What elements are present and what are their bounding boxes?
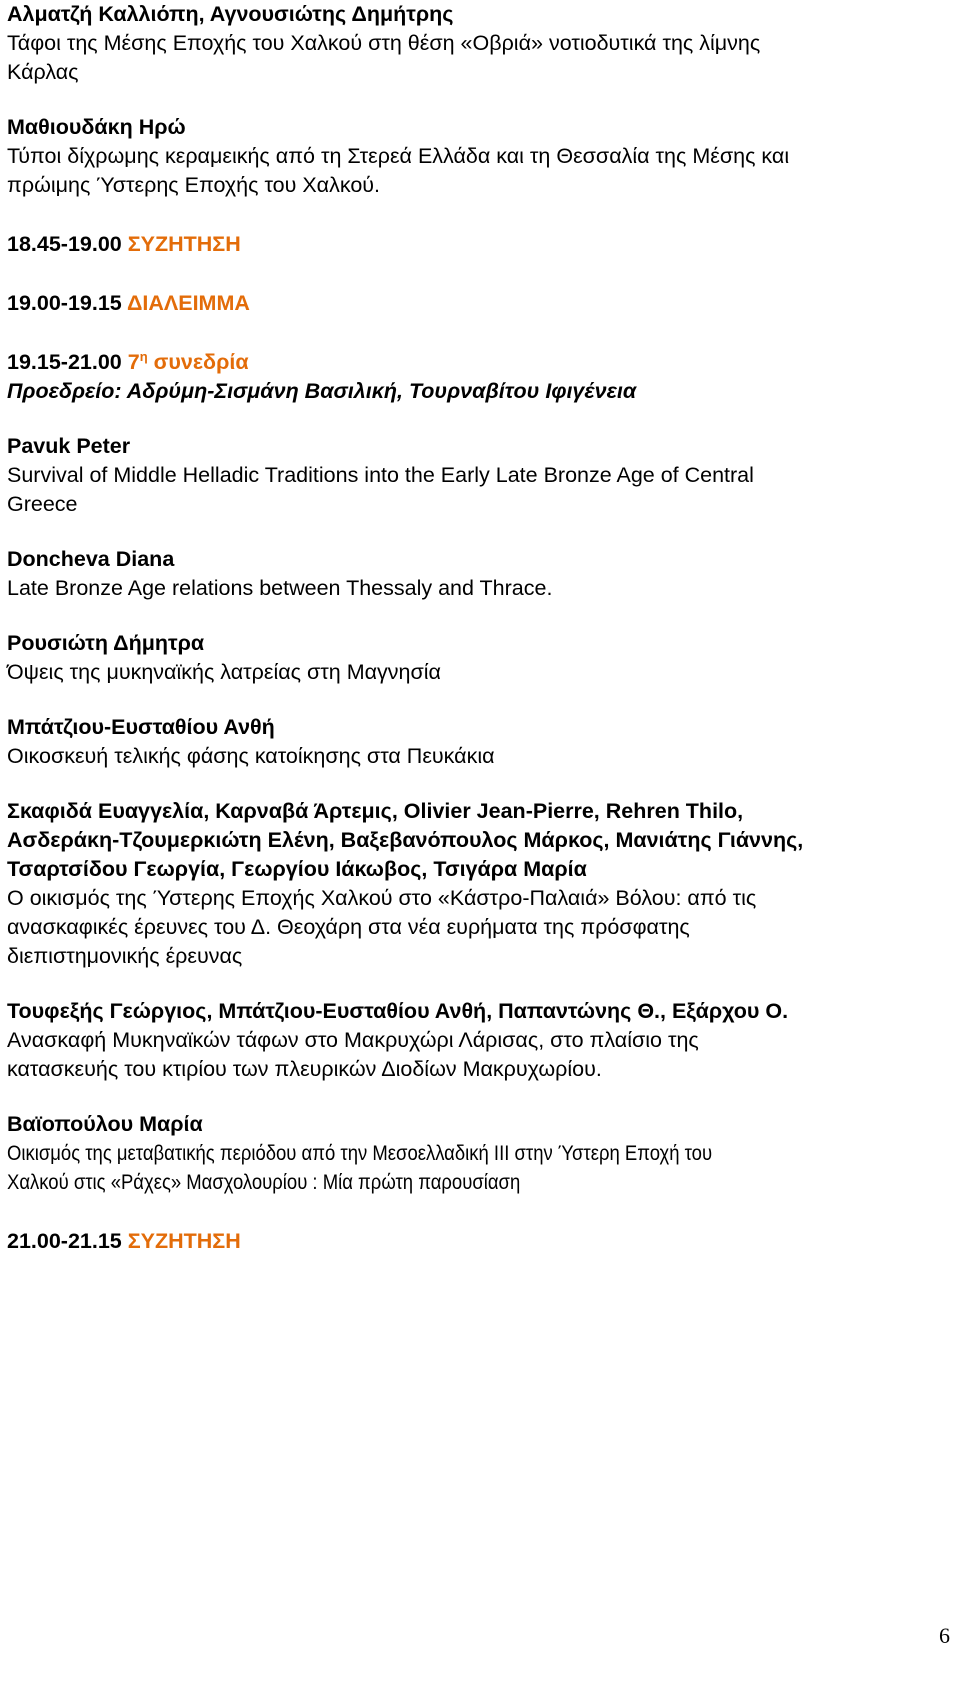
paper-entry: [7, 713, 947, 771]
schedule-time: 21.00-21.15: [7, 1229, 122, 1253]
paper-title-line: κατασκευής του κτιρίου των πλευρικών Διοδίων Μακρυχωρίου.: [7, 1057, 602, 1081]
schedule-time: 19.15-21.00: [7, 350, 122, 374]
paper-title-line: διεπιστημονικής έρευνας: [7, 944, 243, 968]
paper-authors: Μαθιουδάκη Ηρώ: [7, 115, 186, 139]
schedule-discussion: [7, 1227, 947, 1256]
session-ordinal: η: [139, 348, 148, 364]
paper-title-line: Greece: [7, 492, 78, 516]
schedule-label: συνεδρία: [153, 350, 249, 374]
paper-title-line: Χαλκού στις «Ράχες» Μασχολουρίου : Μία πρώτη παρουσίαση: [7, 1170, 521, 1194]
page-number: 6: [939, 1623, 950, 1648]
paper-authors: Τουφεξής Γεώργιος, Μπάτζιου-Ευσταθίου Ανθή, Παπαντώνης Θ., Εξάρχου Ο.: [7, 999, 789, 1023]
paper-title-line: Όψεις της μυκηναϊκής λατρείας στη Μαγνησία: [7, 660, 441, 684]
paper-title-line: πρώιμης Ύστερης Εποχής του Χαλκού.: [7, 173, 381, 197]
session-number: 7: [127, 350, 140, 374]
schedule-session: [7, 348, 947, 377]
paper-title-line: Τάφοι της Μέσης Εποχής του Χαλκού στη θέση «Οβριά» νοτιοδυτικά της λίμνης: [7, 31, 761, 55]
paper-title-line: Late Bronze Age relations between Thessaly and Thrace.: [7, 576, 553, 600]
paper-entry: [7, 113, 947, 200]
schedule-label: ΣΥΖΗΤΗΣΗ: [127, 232, 241, 256]
paper-entry: [7, 0, 947, 87]
paper-title-line: Οικοσκευή τελικής φάσης κατοίκησης στα Πευκάκια: [7, 744, 495, 768]
paper-authors: Ασδεράκη-Τζουμερκιώτη Ελένη, Βαξεβανόπουλος Μάρκος, Μανιάτης Γιάννης,: [7, 828, 804, 852]
paper-authors: Doncheva Diana: [7, 547, 175, 571]
paper-authors: Αλματζή Καλλιόπη, Αγνουσιώτης Δημήτρης: [7, 2, 454, 26]
paper-entry: [7, 629, 947, 687]
paper-title-line: Οικισμός της μεταβατικής περιόδου από την Μεσοελλαδική ΙΙΙ στην Ύστερη Εποχή του: [7, 1141, 713, 1165]
schedule-time: 19.00-19.15: [7, 291, 122, 315]
schedule-discussion: [7, 230, 947, 259]
schedule-time: 18.45-19.00: [7, 232, 122, 256]
document-page: [7, 0, 947, 1256]
paper-authors: Βαϊοπούλου Μαρία: [7, 1112, 203, 1136]
session-chairs: Προεδρείο: Αδρύμη-Σισμάνη Βασιλική, Τουρναβίτου Ιφιγένεια: [7, 379, 637, 403]
schedule-break: [7, 289, 947, 318]
paper-title-line: Ανασκαφή Μυκηναϊκών τάφων στο Μακρυχώρι Λάρισας, στο πλαίσιο της: [7, 1028, 699, 1052]
paper-title-line: Ο οικισμός της Ύστερης Εποχής Χαλκού στο «Κάστρο-Παλαιά» Βόλου: από τις: [7, 886, 757, 910]
paper-title-line: Survival of Middle Helladic Traditions into the Early Late Bronze Age of Central: [7, 463, 754, 487]
paper-authors: Pavuk Peter: [7, 434, 131, 458]
paper-title-line: Τύποι δίχρωμης κεραμεικής από τη Στερεά Ελλάδα και τη Θεσσαλία της Μέσης και: [7, 144, 790, 168]
paper-entry: [7, 997, 947, 1084]
schedule-label: ΣΥΖΗΤΗΣΗ: [127, 1229, 241, 1253]
paper-title-line: Κάρλας: [7, 60, 79, 84]
paper-entry: [7, 1110, 947, 1197]
paper-authors: Μπάτζιου-Ευσταθίου Ανθή: [7, 715, 275, 739]
schedule-label: ΔΙΑΛΕΙΜΜΑ: [126, 291, 250, 315]
paper-authors: Τσαρτσίδου Γεωργία, Γεωργίου Ιάκωβος, Τσιγάρα Μαρία: [7, 857, 587, 881]
paper-entry: [7, 797, 947, 971]
paper-entry: [7, 545, 947, 603]
paper-authors: Σκαφιδά Ευαγγελία, Καρναβά Άρτεμις, Olivier Jean-Pierre, Rehren Thilo,: [7, 799, 744, 823]
paper-title-line: ανασκαφικές έρευνες του Δ. Θεοχάρη στα νέα ευρήματα της πρόσφατης: [7, 915, 690, 939]
paper-entry: [7, 432, 947, 519]
paper-authors: Ρουσιώτη Δήμητρα: [7, 631, 205, 655]
